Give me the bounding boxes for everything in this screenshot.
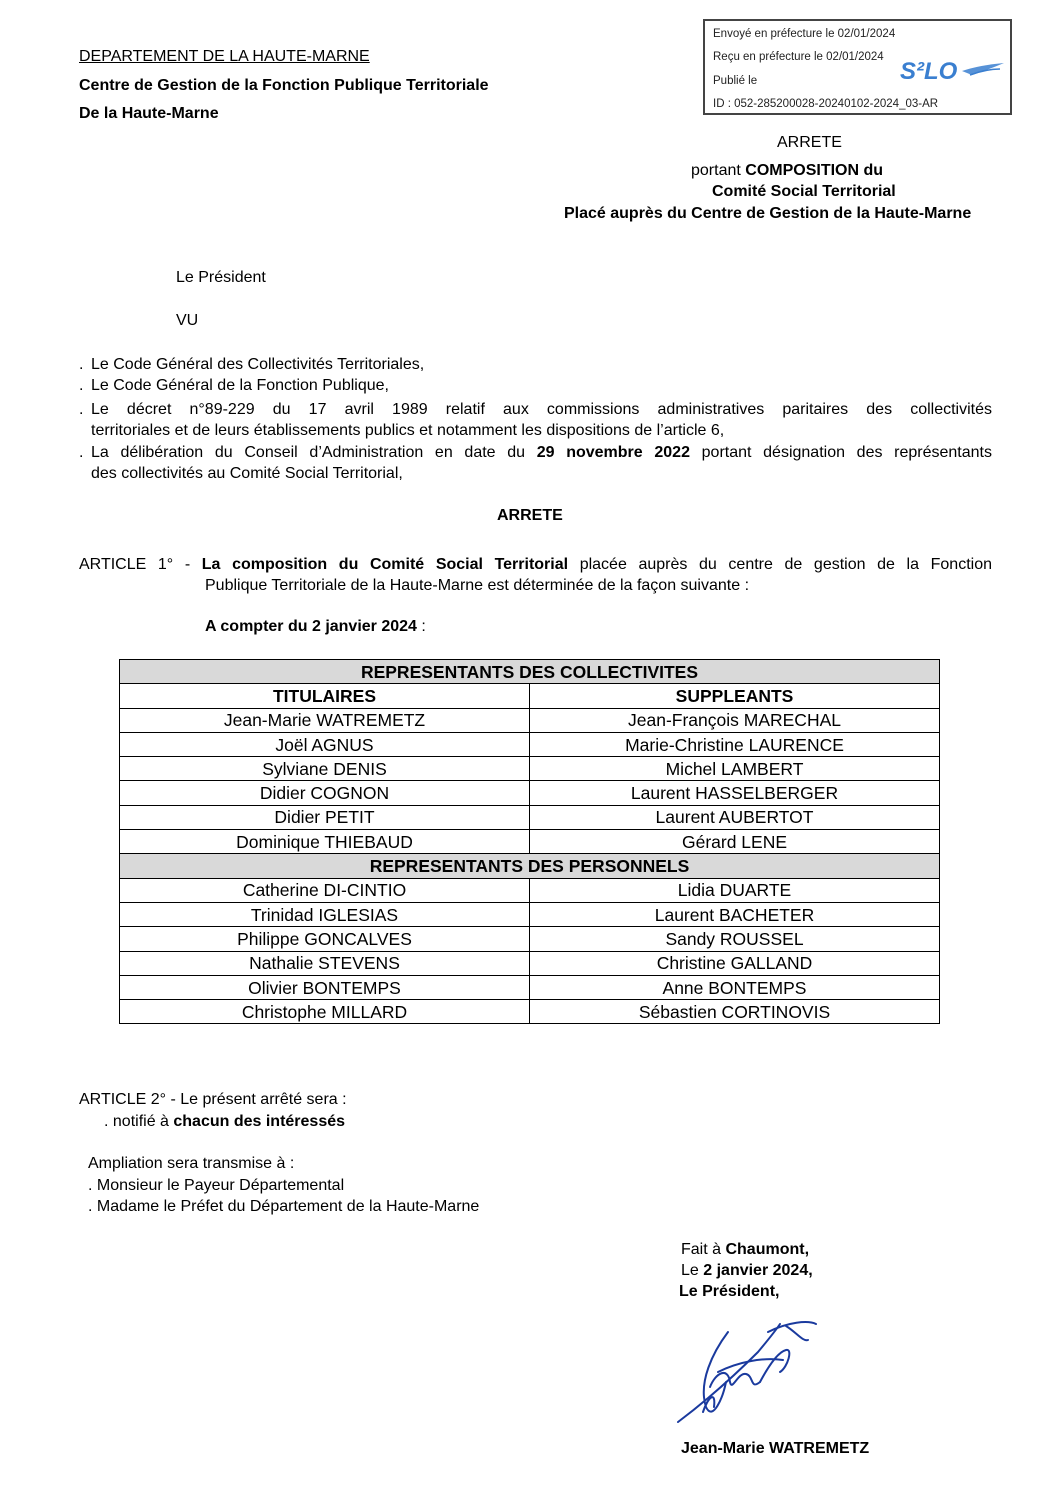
table-row <box>120 732 940 756</box>
suppleants-column-header: SUPPLEANTS <box>530 684 940 708</box>
table-row <box>120 830 940 854</box>
suppleant-cell: Laurent BACHETER <box>530 902 940 926</box>
s2lo-logo-icon <box>900 55 1010 85</box>
organization-line-1: Centre de Gestion de la Fonction Publique Territoriale <box>79 77 489 94</box>
suppleant-cell: Sandy ROUSSEL <box>530 927 940 951</box>
titulaire-cell: Catherine DI-CINTIO <box>120 878 530 902</box>
title-portant: portant COMPOSITION du <box>691 162 884 179</box>
titulaire-cell: Sylviane DENIS <box>120 757 530 781</box>
titulaire-cell: Dominique THIEBAUD <box>120 830 530 854</box>
suppleant-cell: Christine GALLAND <box>530 951 940 975</box>
titulaire-cell: Nathalie STEVENS <box>120 951 530 975</box>
suppleant-cell: Sébastien CORTINOVIS <box>530 1000 940 1024</box>
article-1-line-1: ARTICLE 1° - La composition du Comité Social Territorial placée auprès du centre de gestion de la Fonction <box>79 556 993 573</box>
suppleant-cell: Anne BONTEMPS <box>530 975 940 999</box>
handwritten-signature-icon <box>668 1312 828 1437</box>
personnels-header: REPRESENTANTS DES PERSONNELS <box>120 854 940 878</box>
table-row <box>120 757 940 781</box>
prefecture-stamp <box>703 19 1012 115</box>
arrete-heading: ARRETE <box>497 507 563 524</box>
signature-place: Fait à Chaumont, <box>681 1241 810 1258</box>
composition-table <box>119 659 940 1024</box>
stamp-published: Publié le <box>713 75 758 87</box>
stamp-id: ID : 052-285200028-20240102-2024_03-AR <box>713 98 939 110</box>
table-row <box>120 708 940 732</box>
table-row <box>120 805 940 829</box>
titulaires-column-header: TITULAIRES <box>120 684 530 708</box>
titulaire-cell: Didier COGNON <box>120 781 530 805</box>
organization-line-2: De la Haute-Marne <box>79 105 219 122</box>
suppleant-cell: Lidia DUARTE <box>530 878 940 902</box>
table-row <box>120 781 940 805</box>
s2lo-logo-text: S²LO <box>900 58 958 85</box>
signature-date: Le 2 janvier 2024, <box>681 1262 813 1279</box>
considerant-1: . Le Code Général des Collectivités Territoriales, <box>79 356 425 373</box>
table-row <box>120 1000 940 1024</box>
titulaire-cell: Joël AGNUS <box>120 732 530 756</box>
considerant-4-line-2: des collectivités au Comité Social Territorial, <box>91 465 403 482</box>
table-row <box>120 902 940 926</box>
signature-title: Le Président, <box>679 1283 780 1300</box>
department-heading: DEPARTEMENT DE LA HAUTE-MARNE <box>79 48 370 65</box>
suppleant-cell: Laurent HASSELBERGER <box>530 781 940 805</box>
ampliation-recipient-1: . Monsieur le Payeur Départemental <box>88 1177 345 1194</box>
collectivites-header: REPRESENTANTS DES COLLECTIVITES <box>120 660 940 684</box>
table-row <box>120 878 940 902</box>
considerant-3-line-2: territoriales et de leurs établissements publics et notamment les dispositions de l’article 6, <box>91 422 725 439</box>
table-row <box>120 927 940 951</box>
considerant-3-line-1: . Le décret n°89-229 du 17 avril 1989 relatif aux commissions administratives paritaires des collectivités <box>79 401 992 418</box>
titulaire-cell: Jean-Marie WATREMETZ <box>120 708 530 732</box>
titulaire-cell: Philippe GONCALVES <box>120 927 530 951</box>
stamp-sent: Envoyé en préfecture le 02/01/2024 <box>713 28 896 40</box>
article-2-notification: . notifié à chacun des intéressés <box>104 1113 346 1130</box>
article-2: ARTICLE 2° - Le présent arrêté sera : <box>79 1091 347 1108</box>
titulaire-cell: Trinidad IGLESIAS <box>120 902 530 926</box>
considerant-2: . Le Code Général de la Fonction Publique, <box>79 377 389 394</box>
effective-date: A compter du 2 janvier 2024 : <box>205 618 426 635</box>
title-place: Placé auprès du Centre de Gestion de la Haute-Marne <box>564 205 972 222</box>
suppleant-cell: Marie-Christine LAURENCE <box>530 732 940 756</box>
suppleant-cell: Jean-François MARECHAL <box>530 708 940 732</box>
table-row <box>120 975 940 999</box>
article-1-line-2: Publique Territoriale de la Haute-Marne est déterminée de la façon suivante : <box>205 577 750 594</box>
preamble-vu: VU <box>176 312 199 329</box>
article-1 <box>79 554 992 596</box>
suppleant-cell: Michel LAMBERT <box>530 757 940 781</box>
titulaire-cell: Christophe MILLARD <box>120 1000 530 1024</box>
ampliation-title: Ampliation sera transmise à : <box>88 1155 295 1172</box>
preamble-president: Le Président <box>176 269 266 286</box>
title-comite: Comité Social Territorial <box>712 183 896 200</box>
considerant-4-line-1: . La délibération du Conseil d’Administration en date du 29 novembre 2022 portant désignation des représentants <box>79 444 992 461</box>
titulaire-cell: Olivier BONTEMPS <box>120 975 530 999</box>
table-row <box>120 951 940 975</box>
suppleant-cell: Laurent AUBERTOT <box>530 805 940 829</box>
suppleant-cell: Gérard LENE <box>530 830 940 854</box>
ampliation-recipient-2: . Madame le Préfet du Département de la Haute-Marne <box>88 1198 480 1215</box>
stamp-received: Reçu en préfecture le 02/01/2024 <box>713 51 884 63</box>
signatory-name: Jean-Marie WATREMETZ <box>681 1440 870 1457</box>
titulaire-cell: Didier PETIT <box>120 805 530 829</box>
arrete-title: ARRETE <box>777 134 842 151</box>
